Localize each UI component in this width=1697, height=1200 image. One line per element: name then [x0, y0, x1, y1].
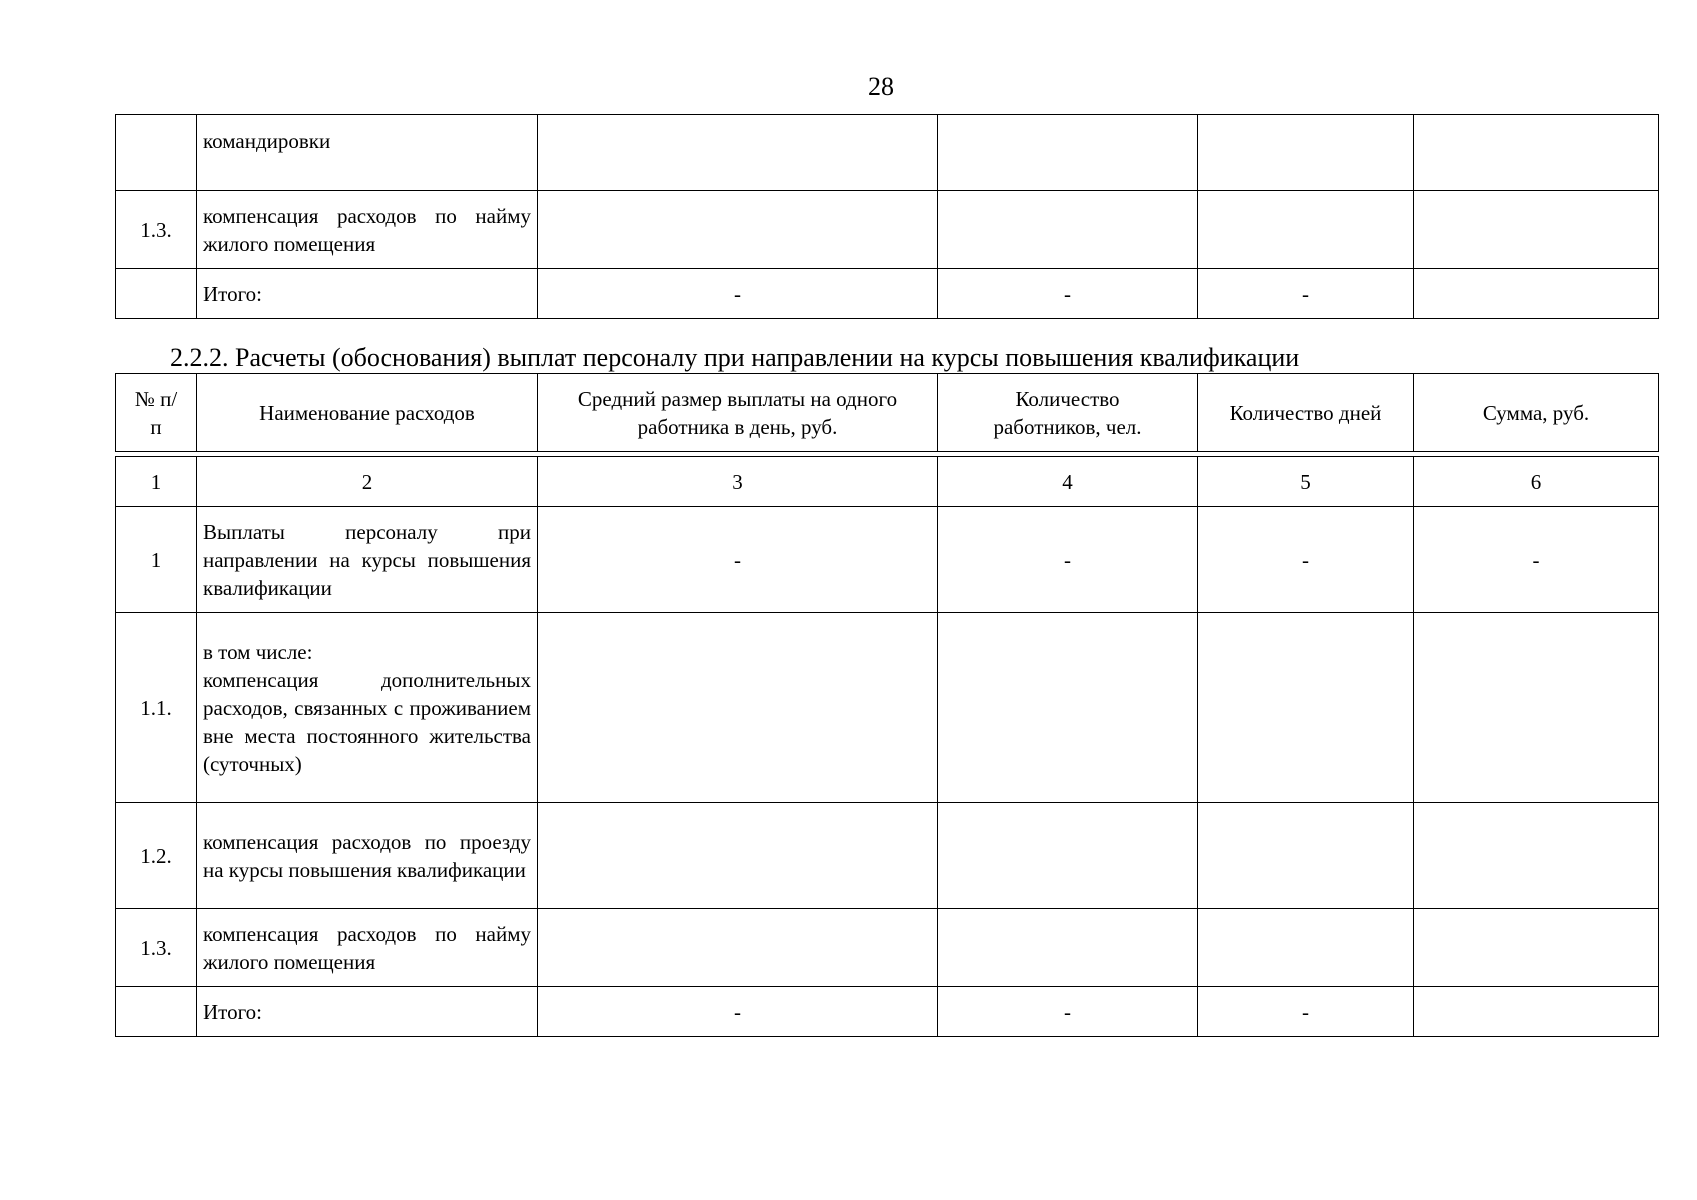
avg-payment-cell: [538, 613, 938, 803]
days-count-cell: [1198, 191, 1414, 269]
expense-name-prefix: в том числе:: [203, 639, 313, 664]
column-number: 3: [538, 457, 938, 507]
expense-name: компенсация расходов по проезду на курсы повышения квалификации: [197, 803, 538, 909]
workers-count-cell: [938, 191, 1198, 269]
table-row: [116, 115, 1659, 191]
page-number: 28: [868, 72, 894, 101]
workers-count-cell: -: [938, 987, 1198, 1037]
sum-cell: [1414, 803, 1659, 909]
sum-cell: [1414, 909, 1659, 987]
table-training-body: [115, 456, 1659, 1037]
expense-name: компенсация расходов по найму жилого помещения: [197, 191, 538, 269]
total-label: Итого:: [197, 269, 538, 319]
row-number: 1.3.: [116, 909, 197, 987]
row-number: 1.1.: [116, 613, 197, 803]
expense-name: Выплаты персоналу при направлении на курсы повышения квалификации: [197, 507, 538, 613]
row-number: 1.2.: [116, 803, 197, 909]
column-number: 6: [1414, 457, 1659, 507]
header-workers-count: Количество работников, чел.: [938, 374, 1198, 452]
row-number: [116, 115, 197, 191]
column-number: 4: [938, 457, 1198, 507]
header-row: [116, 374, 1659, 452]
column-number: 5: [1198, 457, 1414, 507]
workers-count-cell: [938, 613, 1198, 803]
expense-name: компенсация дополнительных расходов, связанных с проживанием вне места постоянного жительства (суточных): [203, 667, 531, 776]
header-days-count: Количество дней: [1198, 374, 1414, 452]
table-row-total: [116, 987, 1659, 1037]
avg-payment-cell: [538, 909, 938, 987]
expense-name-cell: [197, 613, 538, 803]
total-label: Итого:: [197, 987, 538, 1037]
table-training-header: [115, 373, 1659, 452]
section-title: 2.2.2. Расчеты (обоснования) выплат персоналу при направлении на курсы повышения квалификации: [170, 343, 1300, 372]
avg-payment-cell: [538, 115, 938, 191]
expense-name: командировки: [197, 115, 538, 191]
table-row-total: [116, 269, 1659, 319]
row-number: [116, 987, 197, 1037]
table-row: [116, 191, 1659, 269]
table-row: [116, 507, 1659, 613]
days-count-cell: -: [1198, 269, 1414, 319]
days-count-cell: [1198, 613, 1414, 803]
header-avg-payment: Средний размер выплаты на одного работника в день, руб.: [538, 374, 938, 452]
avg-payment-cell: [538, 803, 938, 909]
days-count-cell: [1198, 803, 1414, 909]
sum-cell: [1414, 269, 1659, 319]
sum-cell: [1414, 613, 1659, 803]
column-numbers-row: [116, 457, 1659, 507]
table-travel-continuation: [115, 114, 1659, 319]
avg-payment-cell: -: [538, 269, 938, 319]
sum-cell: [1414, 115, 1659, 191]
workers-count-cell: [938, 115, 1198, 191]
header-number: № п/п: [116, 374, 197, 452]
sum-cell: [1414, 987, 1659, 1037]
table-row: [116, 803, 1659, 909]
days-count-cell: [1198, 909, 1414, 987]
workers-count-cell: -: [938, 507, 1198, 613]
column-number: 2: [197, 457, 538, 507]
sum-cell: -: [1414, 507, 1659, 613]
header-expense-name: Наименование расходов: [197, 374, 538, 452]
column-number: 1: [116, 457, 197, 507]
row-number: 1: [116, 507, 197, 613]
workers-count-cell: [938, 803, 1198, 909]
avg-payment-cell: -: [538, 507, 938, 613]
workers-count-cell: -: [938, 269, 1198, 319]
avg-payment-cell: -: [538, 987, 938, 1037]
table-row: [116, 613, 1659, 803]
workers-count-cell: [938, 909, 1198, 987]
expense-name: компенсация расходов по найму жилого помещения: [197, 909, 538, 987]
days-count-cell: [1198, 115, 1414, 191]
row-number: 1.3.: [116, 191, 197, 269]
table-row: [116, 909, 1659, 987]
header-sum: Сумма, руб.: [1414, 374, 1659, 452]
days-count-cell: -: [1198, 507, 1414, 613]
sum-cell: [1414, 191, 1659, 269]
avg-payment-cell: [538, 191, 938, 269]
days-count-cell: -: [1198, 987, 1414, 1037]
row-number: [116, 269, 197, 319]
